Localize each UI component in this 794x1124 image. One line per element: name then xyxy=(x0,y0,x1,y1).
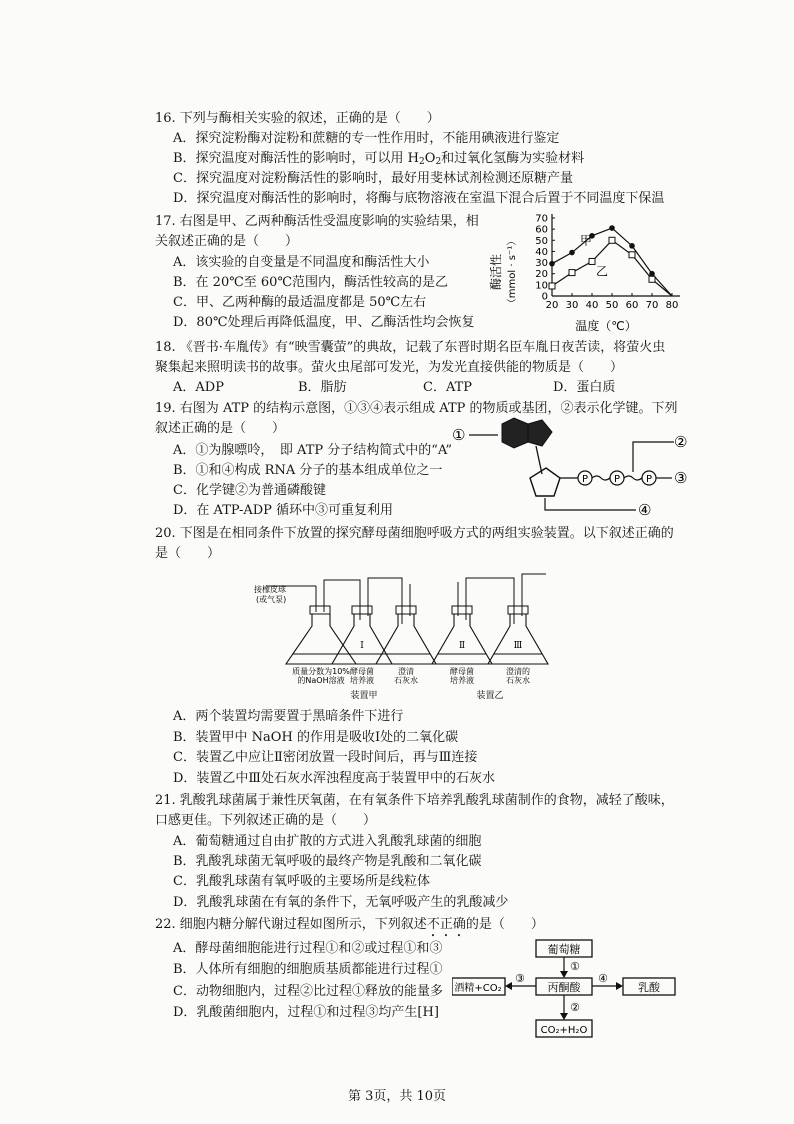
q18-stem-line1: 18. 《晋书·车胤传》有“映雪囊萤”的典故，记载了东晋时期名臣车胤日夜苦读，将萤火虫 xyxy=(155,340,666,355)
q16-option-d: D．探究温度对酶活性的影响时，将酶与底物溶液在室温下混合后置于不同温度下保温 xyxy=(173,191,665,206)
yeast1-label-2: 培养液 xyxy=(350,676,374,685)
q19-stem-line2: 叙述正确的是（ ） xyxy=(155,421,286,436)
chart-point-1 xyxy=(649,271,655,277)
setup-a-label: 装置甲 xyxy=(350,691,378,701)
page-footer: 第 3页，共 10页 xyxy=(347,1089,447,1104)
chart-point-1 xyxy=(549,261,555,267)
enzyme-activity-chart xyxy=(480,212,700,338)
chart-y-tick-label: 70 xyxy=(535,213,548,225)
chart-y-tick-label: 10 xyxy=(535,280,548,292)
process-4-label: ④ xyxy=(598,972,608,985)
q20-option-b: B．装置甲中 NaOH 的作用是吸收Ⅰ处的二氧化碳 xyxy=(173,730,459,745)
lime1-label-1: 澄清 xyxy=(398,667,414,676)
box-co2-water: CO₂+H₂O xyxy=(540,1025,588,1036)
q20-option-d: D．装置乙中Ⅲ处石灰水浑浊程度高于装置甲中的石灰水 xyxy=(173,771,495,786)
chart-point-1 xyxy=(569,250,575,256)
q18-option-b: B．脂肪 xyxy=(298,380,347,395)
yeast2-label-1: 酵母菌 xyxy=(450,667,474,676)
atp-structure-diagram xyxy=(448,416,694,524)
chart-y-tick-label: 30 xyxy=(535,258,548,270)
q17-stem-line1: 17. 右图是甲、乙两种酶活性受温度影响的实验结果，相 xyxy=(155,214,479,229)
yeast2-label-2: 培养液 xyxy=(450,676,474,685)
label-2: ② xyxy=(674,433,688,451)
chart-point-2 xyxy=(589,258,595,264)
flask-yeast-1 xyxy=(332,606,392,664)
chart-x-tick-label: 70 xyxy=(645,300,659,311)
q18-stem-line2: 聚集起来照明读书的故事。萤火虫尾部可发光，为发光直接供能的物质是（ ） xyxy=(155,360,624,375)
q20-option-a: A．两个装置均需要置于黑暗条件下进行 xyxy=(173,709,404,724)
chart-y-tick-label: 0 xyxy=(541,291,548,303)
process-3-label: ③ xyxy=(515,972,525,985)
q16-option-c: C．探究温度对淀粉酶活性的影响时，最好用斐林试剂检测还原糖产量 xyxy=(173,171,573,186)
process-2-label: ② xyxy=(570,1001,580,1014)
box-alcohol-co2: 酒精+CO₂ xyxy=(454,983,502,994)
chart-x-tick-label: 50 xyxy=(605,300,619,311)
q21-stem-line1: 21. 乳酸乳球菌属于兼性厌氧菌，在有氧条件下培养乳酸乳球菌制作的食物，减轻了酸味， xyxy=(155,793,674,808)
q19-option-d: D．在 ATP-ADP 循环中③可重复利用 xyxy=(173,503,394,518)
q16-stem: 16. 下列与酶相关实验的叙述，正确的是（ ） xyxy=(155,111,440,126)
phosphate-3 xyxy=(642,471,656,485)
box-lactic-acid: 乳酸 xyxy=(638,981,660,994)
phosphate-1 xyxy=(578,471,592,485)
svg-text:P: P xyxy=(613,474,621,485)
q21-option-b: B．乳酸乳球菌无氧呼吸的最终产物是乳酸和二氧化碳 xyxy=(173,854,482,869)
chart-ylabel-unit: （mmol · s⁻¹） xyxy=(507,235,518,309)
svg-text:Ⅱ: Ⅱ xyxy=(458,641,466,651)
q21-option-d: D．乳酸乳球菌在有氧的条件下，无氧呼吸产生的乳酸减少 xyxy=(173,895,509,910)
chart-y-tick-label: 20 xyxy=(535,269,548,281)
q18-option-c: C．ATP xyxy=(423,380,473,395)
chart-x-tick-label: 80 xyxy=(665,300,679,311)
ribose-sugar xyxy=(530,468,560,496)
flask-limewater-1 xyxy=(376,606,436,664)
flask-limewater-2 xyxy=(488,606,548,664)
q22-option-c: C．动物细胞内，过程②比过程①释放的能量多 xyxy=(173,984,443,999)
q19-stem-line1: 19. 右图为 ATP 的结构示意图，①③④表示组成 ATP 的物质或基团，②表示化学键。下列 xyxy=(155,401,678,416)
q16-option-b: B．探究温度对酶活性的影响时，可以用 $H_2O_2$和过氧化氢酶为实验材料 xyxy=(173,151,585,167)
svg-text:Ⅲ: Ⅲ xyxy=(513,641,523,651)
chart-point-1 xyxy=(609,225,615,231)
q21-stem-line2: 口感更佳。下列叙述正确的是（ ） xyxy=(155,813,377,828)
chart-xlabel: 温度（℃） xyxy=(575,319,637,333)
chart-ylabel-main: 酶活性 xyxy=(489,253,503,291)
chart-x-tick-label: 60 xyxy=(625,300,639,311)
lime2-label-1: 澄清的 xyxy=(506,667,530,676)
svg-text:Ⅰ: Ⅰ xyxy=(360,641,364,651)
chart-x-tick-label: 40 xyxy=(585,300,599,311)
q17-option-c: C．甲、乙两种酶的最适温度都是 50℃左右 xyxy=(173,295,427,310)
chart-series-label-1: 甲 xyxy=(580,233,593,248)
chart-point-2 xyxy=(549,283,555,289)
chart-series-line-2 xyxy=(552,240,672,296)
naoh-label-2: 的NaOH溶液 xyxy=(297,676,345,685)
q18-option-d: D．蛋白质 xyxy=(553,380,616,395)
q22-emphasis: 不正确 xyxy=(426,917,466,932)
chart-y-tick-label: 60 xyxy=(535,224,548,236)
chart-x-tick-label: 20 xyxy=(545,300,559,311)
naoh-label-1: 质量分数为10% xyxy=(292,667,350,676)
chart-point-2 xyxy=(609,237,615,243)
setup-b-label: 装置乙 xyxy=(476,691,504,701)
chart-x-tick-label: 30 xyxy=(565,300,579,311)
q19-option-b: B．①和④构成 RNA 分子的基本组成单位之一 xyxy=(173,463,443,478)
yeast1-label-1: 酵母菌 xyxy=(350,667,374,676)
q22-stem: 22. 细胞内糖分解代谢过程如图所示，下列叙述不正确的是（ ） xyxy=(155,917,544,932)
q22-option-b: B．人体所有细胞的细胞质基质都能进行过程① xyxy=(173,962,443,977)
q17-option-d: D．80℃处理后再降低温度，甲、乙酶活性均会恢复 xyxy=(173,315,475,330)
lime2-label-2: 石灰水 xyxy=(506,676,530,685)
process-1-label: ① xyxy=(570,960,580,973)
q17-option-b: B．在 20℃至 60℃范围内，酶活性较高的是乙 xyxy=(173,275,448,290)
label-3: ③ xyxy=(674,469,688,487)
adenine-base xyxy=(502,418,528,448)
chart-point-2 xyxy=(649,276,655,282)
chart-series-label-2: 乙 xyxy=(596,264,609,279)
yeast-respiration-apparatus xyxy=(252,568,552,702)
chart-point-2 xyxy=(629,252,635,258)
q22-option-d: D．乳酸菌细胞内，过程①和过程③均产生[H] xyxy=(173,1005,439,1020)
bulb-label-2: (或气泵) xyxy=(256,595,287,604)
q19-option-c: C．化学键②为普通磷酸键 xyxy=(173,483,326,498)
chart-point-2 xyxy=(569,270,575,276)
lime1-label-2: 石灰水 xyxy=(394,676,418,685)
phosphate-2 xyxy=(610,471,624,485)
sugar-metabolism-flowchart xyxy=(452,937,680,1045)
q20-option-c: C．装置乙中应让Ⅱ密闭放置一段时间后，再与Ⅲ连接 xyxy=(173,750,478,765)
adenine-ring xyxy=(528,420,552,446)
q20-stem-line1: 20. 下图是在相同条件下放置的探究酵母菌细胞呼吸方式的两组实验装置。以下叙述正确的 xyxy=(155,526,674,541)
label-4: ④ xyxy=(638,501,652,519)
q21-option-a: A．葡萄糖通过自由扩散的方式进入乳酸乳球菌的细胞 xyxy=(173,834,482,849)
box-pyruvate: 丙酮酸 xyxy=(547,981,581,994)
bulb-label-1: 接橡皮球 xyxy=(254,585,286,594)
chart-y-tick-label: 40 xyxy=(535,246,548,258)
q18-option-a: A．ADP xyxy=(173,380,224,395)
q16-option-a: A．探究淀粉酶对淀粉和蔗糖的专一性作用时，不能用碘液进行鉴定 xyxy=(173,131,560,146)
chart-point-1 xyxy=(629,243,635,249)
q17-stem-line2: 关叙述正确的是（ ） xyxy=(155,234,299,249)
svg-text:P: P xyxy=(581,474,589,485)
q20-stem-line2: 是（ ） xyxy=(155,546,221,561)
label-1: ① xyxy=(452,426,466,444)
flask-naoh xyxy=(286,606,356,664)
flask-yeast-2 xyxy=(432,606,492,664)
q19-option-a: A．①为腺嘌呤， 即 ATP 分子结构简式中的“A” xyxy=(173,443,453,458)
chart-y-tick-label: 50 xyxy=(535,235,548,247)
q21-option-c: C．乳酸乳球菌有氧呼吸的主要场所是线粒体 xyxy=(173,874,430,889)
svg-text:P: P xyxy=(645,474,653,485)
q17-option-a: A．该实验的自变量是不同温度和酶活性大小 xyxy=(173,255,430,270)
box-glucose: 葡萄糖 xyxy=(547,943,581,956)
q22-option-a: A．酵母菌细胞能进行过程①和②或过程①和③ xyxy=(173,941,443,956)
